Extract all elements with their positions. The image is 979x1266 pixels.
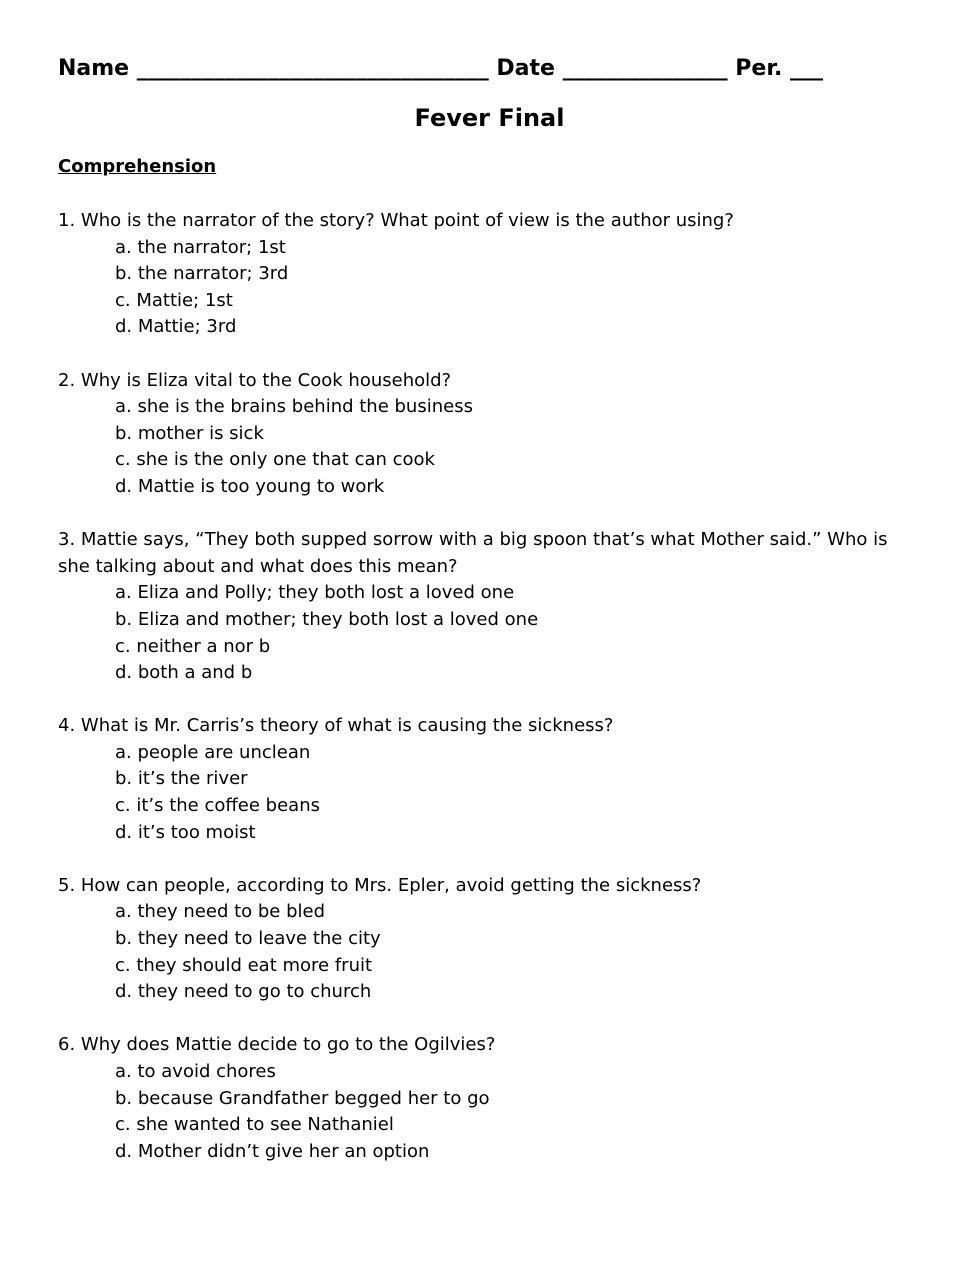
answer-options bbox=[58, 1059, 908, 1165]
question-6 bbox=[58, 1032, 908, 1165]
question-4 bbox=[58, 713, 908, 846]
answer-option: b. they need to leave the city bbox=[115, 928, 381, 950]
answer-option: b. mother is sick bbox=[115, 422, 264, 444]
answer-option: d. Mother didn’t give her an option bbox=[115, 1140, 430, 1162]
answer-option: a. to avoid chores bbox=[115, 1061, 276, 1082]
answer-option: c. Mattie; 1st bbox=[115, 289, 233, 311]
answer-option: c. she wanted to see Nathaniel bbox=[115, 1114, 394, 1136]
question-stem: 1. Who is the narrator of the story? What point of view is the author using? bbox=[58, 210, 734, 231]
answer-option: d. Mattie; 3rd bbox=[115, 316, 237, 338]
answer-option: c. neither a nor b bbox=[115, 635, 271, 657]
answer-option: c. it’s the coffee beans bbox=[115, 795, 320, 817]
answer-option: b. Eliza and mother; they both lost a loved one bbox=[115, 608, 539, 630]
answer-option: d. it’s too moist bbox=[115, 821, 256, 843]
question-list bbox=[58, 208, 908, 1192]
page-title: Fever Final bbox=[414, 104, 565, 132]
answer-options bbox=[58, 740, 908, 846]
answer-option: a. they need to be bled bbox=[115, 901, 326, 923]
answer-option: d. they need to go to church bbox=[115, 981, 372, 1003]
answer-option: d. both a and b bbox=[115, 662, 253, 684]
question-stem: 4. What is Mr. Carris’s theory of what is causing the sickness? bbox=[58, 715, 614, 737]
answer-option: b. because Grandfather begged her to go bbox=[115, 1087, 490, 1109]
answer-options bbox=[58, 394, 908, 500]
answer-option: b. the narrator; 3rd bbox=[115, 263, 289, 285]
question-stem: 2. Why is Eliza vital to the Cook household? bbox=[58, 369, 452, 391]
answer-option: a. she is the brains behind the business bbox=[115, 396, 473, 418]
section-heading: Comprehension bbox=[58, 156, 217, 177]
question-2 bbox=[58, 368, 908, 501]
question-1 bbox=[58, 208, 908, 341]
answer-option: c. she is the only one that can cook bbox=[115, 449, 435, 471]
answer-option: a. the narrator; 1st bbox=[115, 236, 286, 258]
question-stem: 3. Mattie says, “They both supped sorrow with a big spoon that’s what Mother said.” Who is she talking about and what does this mean? bbox=[58, 529, 888, 577]
question-5 bbox=[58, 873, 908, 1006]
answer-options bbox=[58, 899, 908, 1005]
answer-options bbox=[58, 235, 908, 341]
answer-option: c. they should eat more fruit bbox=[115, 954, 373, 976]
question-3 bbox=[58, 527, 908, 687]
answer-option: a. Eliza and Polly; they both lost a loved one bbox=[115, 582, 515, 604]
answer-option: a. people are unclean bbox=[115, 741, 311, 763]
name-date-period-line: Name ________________________________ Date _______________ Per. ___ bbox=[58, 56, 824, 81]
question-stem: 5. How can people, according to Mrs. Epler, avoid getting the sickness? bbox=[58, 874, 702, 896]
answer-option: b. it’s the river bbox=[115, 768, 248, 790]
answer-option: d. Mattie is too young to work bbox=[115, 475, 385, 497]
question-stem: 6. Why does Mattie decide to go to the Ogilvies? bbox=[58, 1034, 496, 1056]
answer-options bbox=[58, 580, 908, 686]
